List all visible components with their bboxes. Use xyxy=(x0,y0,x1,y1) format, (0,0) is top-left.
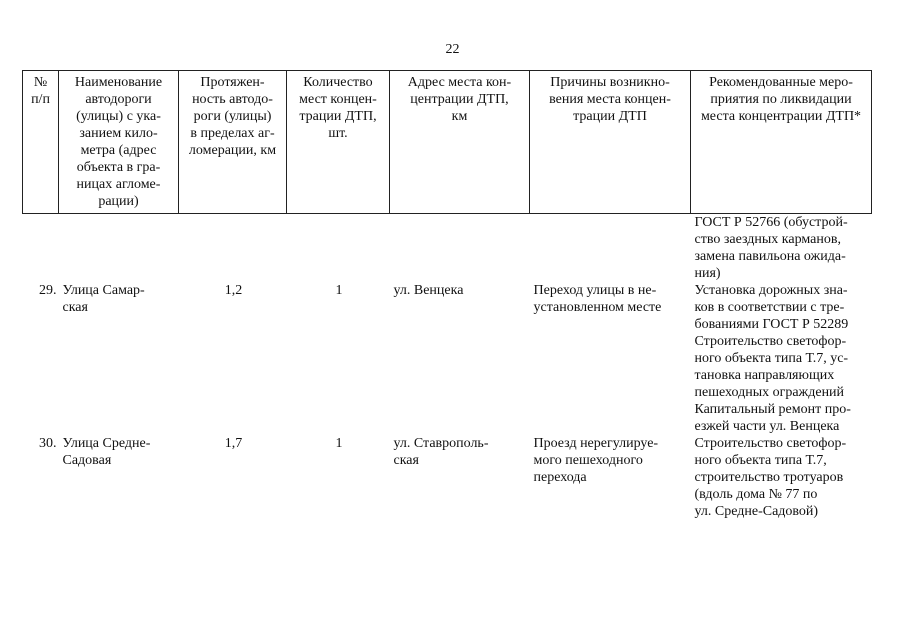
text-line: трации ДТП, xyxy=(299,109,377,124)
text-line: ность автодо- xyxy=(192,92,273,107)
text-line: мест концен- xyxy=(299,92,377,107)
text-line: центрации ДТП, xyxy=(410,92,509,107)
text-line: перехода xyxy=(533,470,587,485)
text-line: Улица Средне- xyxy=(62,436,151,451)
text-line: Улица Самар- xyxy=(62,283,145,298)
text-line: занием кило- xyxy=(79,126,158,141)
text-line: Установка дорожных зна- xyxy=(694,283,848,298)
address-cell xyxy=(390,435,530,520)
text-line: ного объекта типа Т.7, xyxy=(694,453,827,468)
text-line: приятия по ликвидации xyxy=(710,92,852,107)
text-line: тановка направляющих xyxy=(694,368,835,383)
text-line: шт. xyxy=(328,126,348,141)
text-line: Рекомендованные меро- xyxy=(709,75,853,90)
text-line: Переход улицы в не- xyxy=(533,283,657,298)
text-line: Проезд нерегулируе- xyxy=(533,436,659,451)
text-line: Садовая xyxy=(62,453,112,468)
header-length xyxy=(179,71,287,214)
text-line: ГОСТ Р 52766 (обустрой- xyxy=(694,215,848,230)
text-line: строительство тротуаров xyxy=(694,470,844,485)
text-line: ния) xyxy=(694,266,721,281)
table-body xyxy=(23,214,872,521)
length-cell: 1,7 xyxy=(224,436,243,451)
text-line: ул. Венцека xyxy=(393,283,464,298)
text-line: в пределах аг- xyxy=(190,126,275,141)
measures-cell xyxy=(691,435,872,520)
header-count xyxy=(287,71,390,214)
road-name-cell xyxy=(59,435,179,520)
text-line: Наименование xyxy=(74,75,163,90)
text-line: (вдоль дома № 77 по xyxy=(694,487,818,502)
header-causes xyxy=(530,71,691,214)
text-line: Капитальный ремонт про- xyxy=(694,402,851,417)
row-number-cell: 29. xyxy=(39,283,57,298)
text-line: места концентрации ДТП* xyxy=(700,109,862,124)
text-line: ного объекта типа Т.7, ус- xyxy=(694,351,849,366)
address-cell xyxy=(390,282,530,435)
text-line: рации) xyxy=(98,194,139,209)
cause-cell xyxy=(530,282,691,435)
text-line: ул. Ставрополь- xyxy=(393,436,489,451)
text-line: езжей части ул. Венцека xyxy=(694,419,840,434)
text-line: роги (улицы) xyxy=(193,109,272,124)
text-line: метра (адрес xyxy=(80,143,157,158)
text-line: ство заездных карманов, xyxy=(694,232,841,247)
text-line: Количество xyxy=(303,75,373,90)
measures-cell xyxy=(691,282,872,435)
length-cell: 1,2 xyxy=(224,283,243,298)
text-line: ул. Средне-Садовой) xyxy=(694,504,819,519)
text-line: бованиями ГОСТ Р 52289 xyxy=(694,317,849,332)
text-line: ская xyxy=(393,453,419,468)
text-line: ков в соответствии с тре- xyxy=(694,300,845,315)
continuation-measures-cell xyxy=(691,214,872,283)
header-number xyxy=(23,71,59,214)
page-number: 22 xyxy=(445,42,460,57)
table-row xyxy=(23,435,872,520)
text-line: пешеходных ограждений xyxy=(694,385,845,400)
text-line: автодороги xyxy=(85,92,152,107)
text-line: ломерации, км xyxy=(188,143,277,158)
text-line: Строительство светофор- xyxy=(694,436,847,451)
count-cell: 1 xyxy=(335,283,343,298)
table-row xyxy=(23,282,872,435)
text-line: мого пешеходного xyxy=(533,453,643,468)
text-line: трации ДТП xyxy=(573,109,647,124)
text-line: установленном месте xyxy=(533,300,662,315)
text-line: ницах агломе- xyxy=(76,177,161,192)
text-line: Адрес места кон- xyxy=(407,75,512,90)
cause-cell xyxy=(530,435,691,520)
text-line: ская xyxy=(62,300,88,315)
header-address xyxy=(390,71,530,214)
text-line: объекта в гра- xyxy=(76,160,161,175)
header-measures xyxy=(691,71,872,214)
text-line: замена павильона ожида- xyxy=(694,249,846,264)
road-name-cell xyxy=(59,282,179,435)
text-line: вения места концен- xyxy=(549,92,671,107)
text-line: км xyxy=(451,109,468,124)
header-road-name xyxy=(59,71,179,214)
text-line: Протяжен- xyxy=(200,75,265,90)
table-header-row xyxy=(23,71,872,214)
row-number-cell: 30. xyxy=(39,436,57,451)
text-line: п/п xyxy=(31,92,50,107)
text-line: Причины возникно- xyxy=(550,75,670,90)
text-line: (улицы) с ука- xyxy=(76,109,161,124)
text-line: Строительство светофор- xyxy=(694,334,847,349)
count-cell: 1 xyxy=(335,436,343,451)
text-line: № xyxy=(33,75,48,90)
road-accidents-table xyxy=(22,70,872,520)
continuation-row xyxy=(23,214,872,283)
